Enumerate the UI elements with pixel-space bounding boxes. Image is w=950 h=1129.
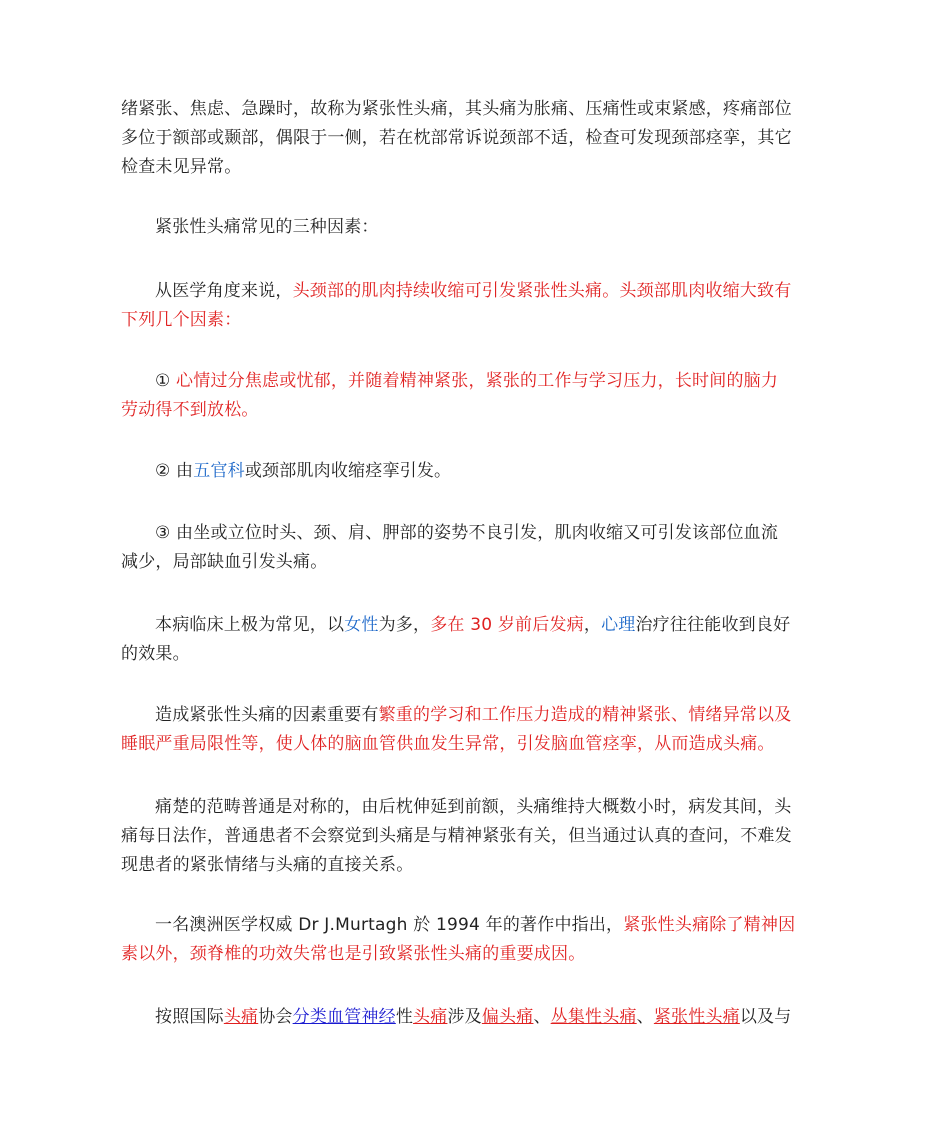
- text-span: 治疗往往能收到良好: [635, 615, 791, 635]
- text-span: 、: [533, 1007, 551, 1027]
- text-span: 涉及: [447, 1007, 482, 1027]
- text-line: [121, 911, 833, 940]
- highlight-red: 下列几个因素：: [121, 310, 242, 330]
- text-line: [121, 367, 833, 396]
- list-item-1: [121, 367, 833, 425]
- list-item-2: [121, 457, 833, 486]
- text-line: [121, 611, 833, 640]
- text-span: 、: [636, 1007, 654, 1027]
- text-line: [121, 701, 833, 730]
- paragraph-prevalence: [121, 611, 833, 669]
- text-line: ③ 由坐或立位时头、颈、肩、胛部的姿势不良引发，肌肉收缩又可引发该部位血流: [155, 523, 779, 543]
- text-line: 检查未见异常。: [121, 157, 242, 177]
- text-span: 或颈部肌肉收缩痉挛引发。: [244, 461, 452, 481]
- link-cluster-headache[interactable]: 丛集性头痛: [550, 1007, 637, 1027]
- link-migraine[interactable]: 偏头痛: [481, 1007, 534, 1027]
- link-headache[interactable]: 头痛: [223, 1007, 259, 1027]
- text-span: 性: [395, 1007, 414, 1027]
- text-line: [121, 1003, 833, 1032]
- keyword-link[interactable]: 五官科: [193, 461, 245, 481]
- text-span: ，: [583, 615, 602, 635]
- highlight-red: 紧张性头痛除了精神因: [623, 915, 796, 935]
- text-line: 紧张性头痛常见的三种因素：: [155, 217, 379, 237]
- text-line: 现患者的紧张情绪与头痛的直接关系。: [121, 855, 414, 875]
- text-span: 为多，: [378, 615, 431, 635]
- highlight-red: 劳动得不到放松。: [121, 400, 259, 420]
- text-line: 减少，局部缺血引发头痛。: [121, 552, 328, 572]
- text-span: 本病临床上极为常见，以: [155, 615, 345, 635]
- highlight-red: 素以外，颈脊椎的功效失常也是引致紧张性头痛的重要成因。: [121, 944, 586, 964]
- text-span: 以及与: [739, 1007, 792, 1027]
- text-line: 多位于额部或颞部，偶限于一侧，若在枕部常诉说颈部不适，检查可发现颈部痉挛，其它: [121, 128, 792, 148]
- list-item-3: [121, 519, 833, 577]
- highlight-red: 睡眠严重局限性等，使人体的脑血管供血发生异常，引发脑血管痉挛，从而造成头痛。: [121, 734, 775, 754]
- paragraph-medical-view: [121, 277, 833, 335]
- link-headache[interactable]: 头痛: [413, 1007, 448, 1027]
- highlight-red: 繁重的学习和工作压力造成的精神紧张、情绪异常以及: [378, 705, 792, 725]
- text-span: 按照国际: [155, 1007, 224, 1027]
- item-number: ①: [155, 371, 177, 391]
- keyword-link[interactable]: 心理: [601, 615, 636, 635]
- text-span: 从医学角度来说，: [155, 281, 293, 301]
- link-vascular-nerve-classification[interactable]: 分类血管神经: [292, 1007, 396, 1027]
- item-number: ② 由: [155, 461, 194, 481]
- highlight-red: 多在 30 岁前后发病: [430, 615, 584, 635]
- text-line: 痛楚的范畴普通是对称的，由后枕伸延到前额，头痛维持大概数小时，病发其间，头: [155, 797, 792, 817]
- text-line: [121, 457, 833, 486]
- paragraph-pain-range: [121, 793, 833, 880]
- text-line: 绪紧张、焦虑、急躁时，故称为紧张性头痛，其头痛为胀痛、压痛性或束紧感，疼痛部位: [121, 99, 792, 119]
- text-line: 痛每日法作，普通患者不会察觉到头痛是与精神紧张有关，但当通过认真的查问，不难发: [121, 826, 792, 846]
- paragraph-factors-heading: [121, 213, 833, 242]
- paragraph-classification: [121, 1003, 833, 1032]
- paragraph-symptoms: [121, 95, 833, 182]
- text-line: [121, 277, 833, 306]
- paragraph-causes: [121, 701, 833, 759]
- paragraph-authority: [121, 911, 833, 969]
- text-span: 协会: [258, 1007, 293, 1027]
- highlight-red: 心情过分焦虑或忧郁，并随着精神紧张，紧张的工作与学习压力，长时间的脑力: [176, 371, 779, 391]
- text-line: 的效果。: [121, 644, 190, 664]
- keyword-link[interactable]: 女性: [344, 615, 379, 635]
- link-tension-headache[interactable]: 紧张性头痛: [653, 1007, 740, 1027]
- text-span: 一名澳洲医学权威 Dr J.Murtagh 於 1994 年的著作中指出，: [155, 915, 624, 935]
- text-span: 造成紧张性头痛的因素重要有: [155, 705, 379, 725]
- highlight-red: 头颈部的肌肉持续收缩可引发紧张性头痛。头颈部肌肉收缩大致有: [292, 281, 792, 301]
